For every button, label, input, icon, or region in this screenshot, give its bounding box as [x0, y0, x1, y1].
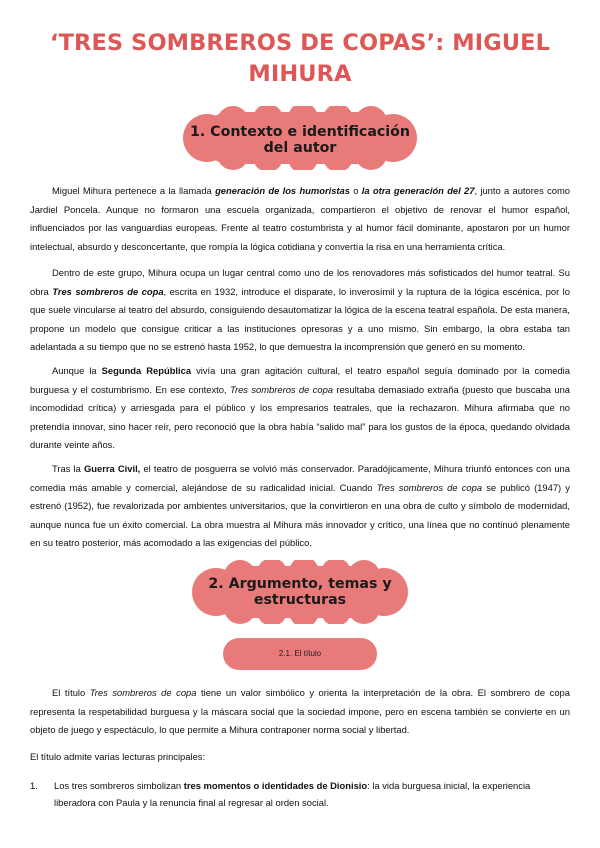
section-1-title-line2: del autor — [263, 140, 337, 156]
paragraph-2: Dentro de este grupo, Mihura ocupa un lugar central como uno de los renovadores más sofisticados del humor teatral. Su obra Tres sombreros de copa, escrita en 1932, introduce el disparate, lo inverosímil y la ruptura de la lógica escénica, por lo que suele vincularse al teatro del absurdo, consiguiendo desautomatizar la lógica de la escena teatral española. De esta manera, propone un modelo que consigue criticar a las instituciones opresoras y a uno mismo. Sin embargo, la obra estaba tan adelantada a su tiempo que no se estrenó hasta 1952, lo que demuestra la incomprensión que generó en su momento. — [30, 267, 570, 352]
page-title: ‘TRES SOMBREROS DE COPAS’: MIGUEL MIHURA — [49, 30, 551, 87]
section-heading-1 — [183, 106, 417, 170]
section-2-title-line1: 2. Argumento, temas y — [208, 576, 392, 592]
paragraph-5: El título Tres sombreros de copa tiene un valor simbólico y orienta la interpretación de la obra. El sombrero de copa representa la respetabilidad burguesa y la máscara social que la sociedad impone, pero en escena también se convierte en un objeto de juego y espectáculo, lo que permite a Mihura contraponer norma social y libertad. — [30, 687, 570, 735]
paragraph-3: Aunque la Segunda República vivía una gran agitación cultural, el teatro español seguía dominado por la comedia burguesa y el costumbrismo. En ese contexto, Tres sombreros de copa resultaba demasiado extraña (puesto que buscaba una incomodidad crítica) y arriesgada para el público y los empresarios teatrales, que la rechazaron. Mihura afirmaba que no pretendía innovar, sino hacer reír, pero reconoció que la obra había “salido mal” para los gustos de la época, quedando olvidada durante veinte años. — [30, 365, 570, 450]
section-2-title-line2: estructuras — [253, 592, 347, 608]
list-text: Los tres sombreros simbolizan tres momentos o identidades de Dionisio: la vida burguesa inicial, la experiencia liberadora con Paula y la renuncia final al regresar al orden social. — [54, 780, 531, 808]
paragraph-1: Miguel Mihura pertenece a la llamada generación de los humoristas o la otra generación del 27, junto a autores como Jardiel Poncela. Aunque no formaron una escuela organizada, compartieron el objetivo de renovar el humor español, influenciados por las vanguardias europeas. Frente al teatro costumbrista y al humor fácil dominante, apostaron por un humor intelectual, absurdo y desconcertante, que rompía la lógica cotidiana y convertía la risa en una herramienta crítica. — [30, 185, 570, 252]
subsection-heading: 2.1. El título — [223, 638, 377, 670]
section-1-title-line1: 1. Contexto e identificación — [189, 124, 411, 140]
paragraph-4: Tras la Guerra Civil, el teatro de posguerra se volvió más conservador. Paradójicamente, Mihura triunfó entonces con una comedia más amable y comercial, alejándose de su radicalidad inicial. Cuando Tres sombreros de copa se publicó (1947) y estrenó (1952), fue revalorizada por ambientes universitarios, que la convirtieron en una obra de culto y símbolo de modernidad, aunque nunca fue un éxito comercial. La obra muestra al Mihura más innovador y crítico, una línea que no continuó plenamente en su teatro posterior, más acomodado a las exigencias del público. — [30, 463, 570, 548]
paragraph-6: El título admite varias lecturas principales: — [30, 751, 206, 762]
list-item — [30, 778, 570, 811]
list-number: 1. — [30, 780, 38, 791]
section-heading-2 — [192, 560, 408, 624]
